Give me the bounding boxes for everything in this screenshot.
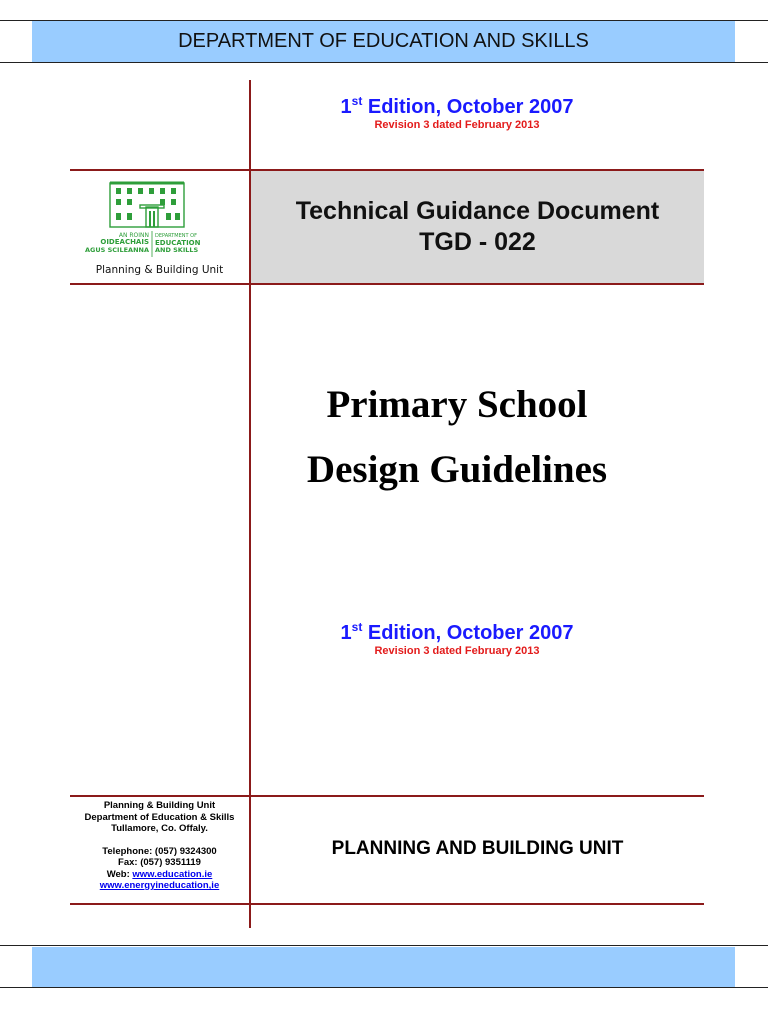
svg-text:EDUCATION: EDUCATION (155, 239, 201, 247)
footer-bottom-rule (0, 987, 768, 988)
department-title: DEPARTMENT OF EDUCATION AND SKILLS (178, 30, 589, 52)
svg-text:AND SKILLS: AND SKILLS (155, 246, 199, 254)
contact-telephone: Telephone: (057) 9324300 (102, 845, 217, 857)
tgd-number: TGD - 022 (419, 228, 536, 256)
logo-caption: Planning & Building Unit (95, 264, 224, 276)
contact-fax: Fax: (057) 9351119 (118, 857, 201, 868)
footer-top-rule (0, 945, 768, 946)
contact-block (70, 800, 249, 892)
edition-bottom-text: 1st Edition, October 2007 (340, 620, 574, 644)
svg-text:AGUS SCILEANNA: AGUS SCILEANNA (85, 246, 149, 254)
edition-top-revision: Revision 3 dated February 2013 (374, 119, 540, 131)
contact-address: Tullamore, Co. Offaly. (111, 823, 208, 834)
unit-name: PLANNING AND BUILDING UNIT (331, 838, 624, 859)
svg-text:AN ROINN: AN ROINN (118, 232, 149, 239)
tgd-box (251, 171, 704, 283)
footer-bar (32, 947, 735, 987)
edition-top (250, 96, 664, 132)
contact-unit: Planning & Building Unit (103, 800, 216, 811)
contact-web: Web: www.education.ie (106, 868, 213, 880)
divider-bottom-box (70, 283, 704, 285)
tgd-title: Technical Guidance Document (295, 197, 660, 225)
svg-text:OIDEACHAIS: OIDEACHAIS (100, 238, 149, 246)
divider-contact-top (70, 795, 704, 797)
main-title-line2: Design Guidelines (306, 448, 608, 491)
web-link-education[interactable]: www.education.ie (132, 868, 213, 880)
svg-text:DEPARTMENT OF: DEPARTMENT OF (155, 233, 197, 239)
edition-top-text: 1st Edition, October 2007 (340, 94, 574, 118)
web-link-energy[interactable]: www.energyineducation,ie (99, 880, 220, 891)
header-bar (32, 21, 735, 62)
header-bottom-rule (0, 62, 768, 63)
divider-contact-bottom (70, 903, 704, 905)
main-title-line1: Primary School (326, 383, 588, 426)
edition-bottom-revision: Revision 3 dated February 2013 (374, 645, 540, 657)
edition-bottom (250, 622, 664, 658)
contact-department: Department of Education & Skills (84, 811, 235, 823)
